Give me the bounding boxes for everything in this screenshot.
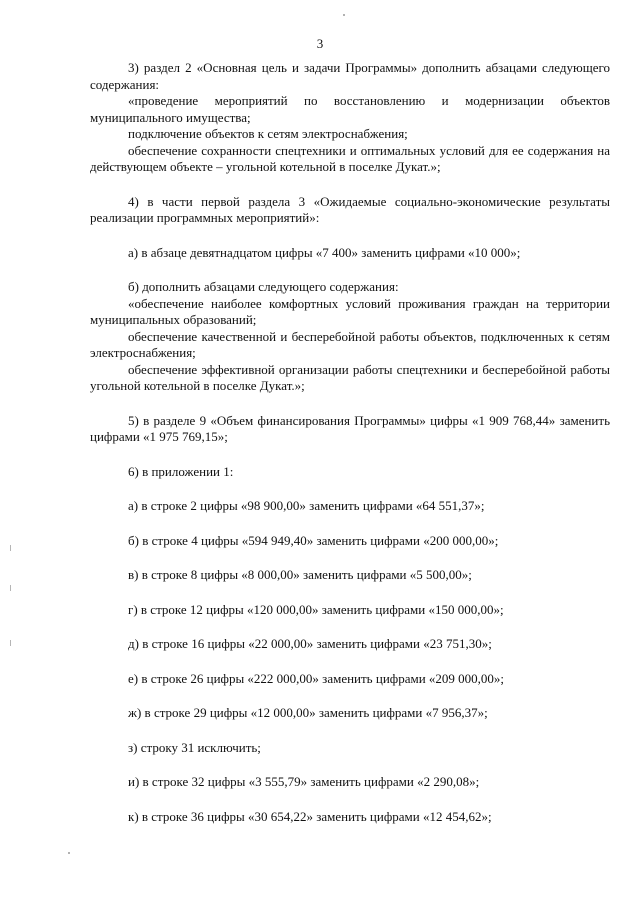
scan-artifact xyxy=(10,640,11,646)
spacer xyxy=(90,653,610,671)
spacer xyxy=(90,515,610,533)
paragraph: подключение объектов к сетям электроснабжения; xyxy=(128,126,408,141)
page-number: 3 xyxy=(316,36,324,51)
spacer xyxy=(90,584,610,602)
spacer xyxy=(90,261,610,279)
list-item: ж) в строке 29 цифры «12 000,00» заменить цифрами «7 956,37»; xyxy=(128,705,488,720)
paragraph: 5) в разделе 9 «Объем финансирования Программы» цифры «1 909 768,44» заменить цифрами «1 975 769,15»; xyxy=(90,412,610,444)
scan-artifact xyxy=(68,852,70,854)
spacer xyxy=(90,395,610,413)
spacer xyxy=(90,480,610,498)
list-item: г) в строке 12 цифры «120 000,00» заменить цифрами «150 000,00»; xyxy=(128,601,504,617)
paragraph: «проведение мероприятий по восстановлению и модернизации объектов муниципального имущества; xyxy=(90,93,610,125)
paragraph: обеспечение эффективной организации работы спецтехники и бесперебойной работы угольной котельной в поселке Дукат.»; xyxy=(90,361,610,393)
paragraph: а) в абзаце девятнадцатом цифры «7 400» заменить цифрами «10 000»; xyxy=(128,244,521,260)
spacer xyxy=(90,756,610,774)
list-item: к) в строке 36 цифры «30 654,22» заменить цифрами «12 454,62»; xyxy=(128,808,492,824)
paragraph: б) дополнить абзацами следующего содержания: xyxy=(128,279,399,294)
spacer xyxy=(90,446,610,464)
document-body xyxy=(90,60,610,825)
list-item: е) в строке 26 цифры «222 000,00» заменить цифрами «209 000,00»; xyxy=(128,670,505,686)
spacer xyxy=(90,722,610,740)
list-item: д) в строке 16 цифры «22 000,00» заменить цифрами «23 751,30»; xyxy=(128,636,492,651)
list-item: и) в строке 32 цифры «3 555,79» заменить цифрами «2 290,08»; xyxy=(128,774,480,789)
list-item: б) в строке 4 цифры «594 949,40» заменить цифрами «200 000,00»; xyxy=(128,532,499,548)
scan-artifact xyxy=(10,585,11,591)
paragraph: «обеспечение наиболее комфортных условий проживания граждан на территории муниципальных образований; xyxy=(90,295,610,327)
spacer xyxy=(90,687,610,705)
spacer xyxy=(90,791,610,809)
spacer xyxy=(90,549,610,567)
paragraph: 4) в части первой раздела 3 «Ожидаемые социально-экономические результаты реализации программных мероприятий»: xyxy=(90,193,610,225)
list-item: а) в строке 2 цифры «98 900,00» заменить цифрами «64 551,37»; xyxy=(128,498,485,513)
spacer xyxy=(90,176,610,194)
scan-artifact xyxy=(10,545,11,551)
paragraph: 3) раздел 2 «Основная цель и задачи Программы» дополнить абзацами следующего содержания: xyxy=(90,60,610,92)
spacer xyxy=(90,227,610,245)
spacer xyxy=(90,618,610,636)
paragraph: обеспечение сохранности спецтехники и оптимальных условий для ее содержания на действующем объекте – угольной котельной в поселке Дукат.»; xyxy=(90,142,610,174)
scan-artifact xyxy=(343,14,345,16)
list-item: в) в строке 8 цифры «8 000,00» заменить цифрами «5 500,00»; xyxy=(128,567,472,582)
paragraph: 6) в приложении 1: xyxy=(128,463,234,479)
list-item: з) строку 31 исключить; xyxy=(128,739,261,755)
paragraph: обеспечение качественной и бесперебойной работы объектов, подключенных к сетям электроснабжения; xyxy=(90,328,610,360)
